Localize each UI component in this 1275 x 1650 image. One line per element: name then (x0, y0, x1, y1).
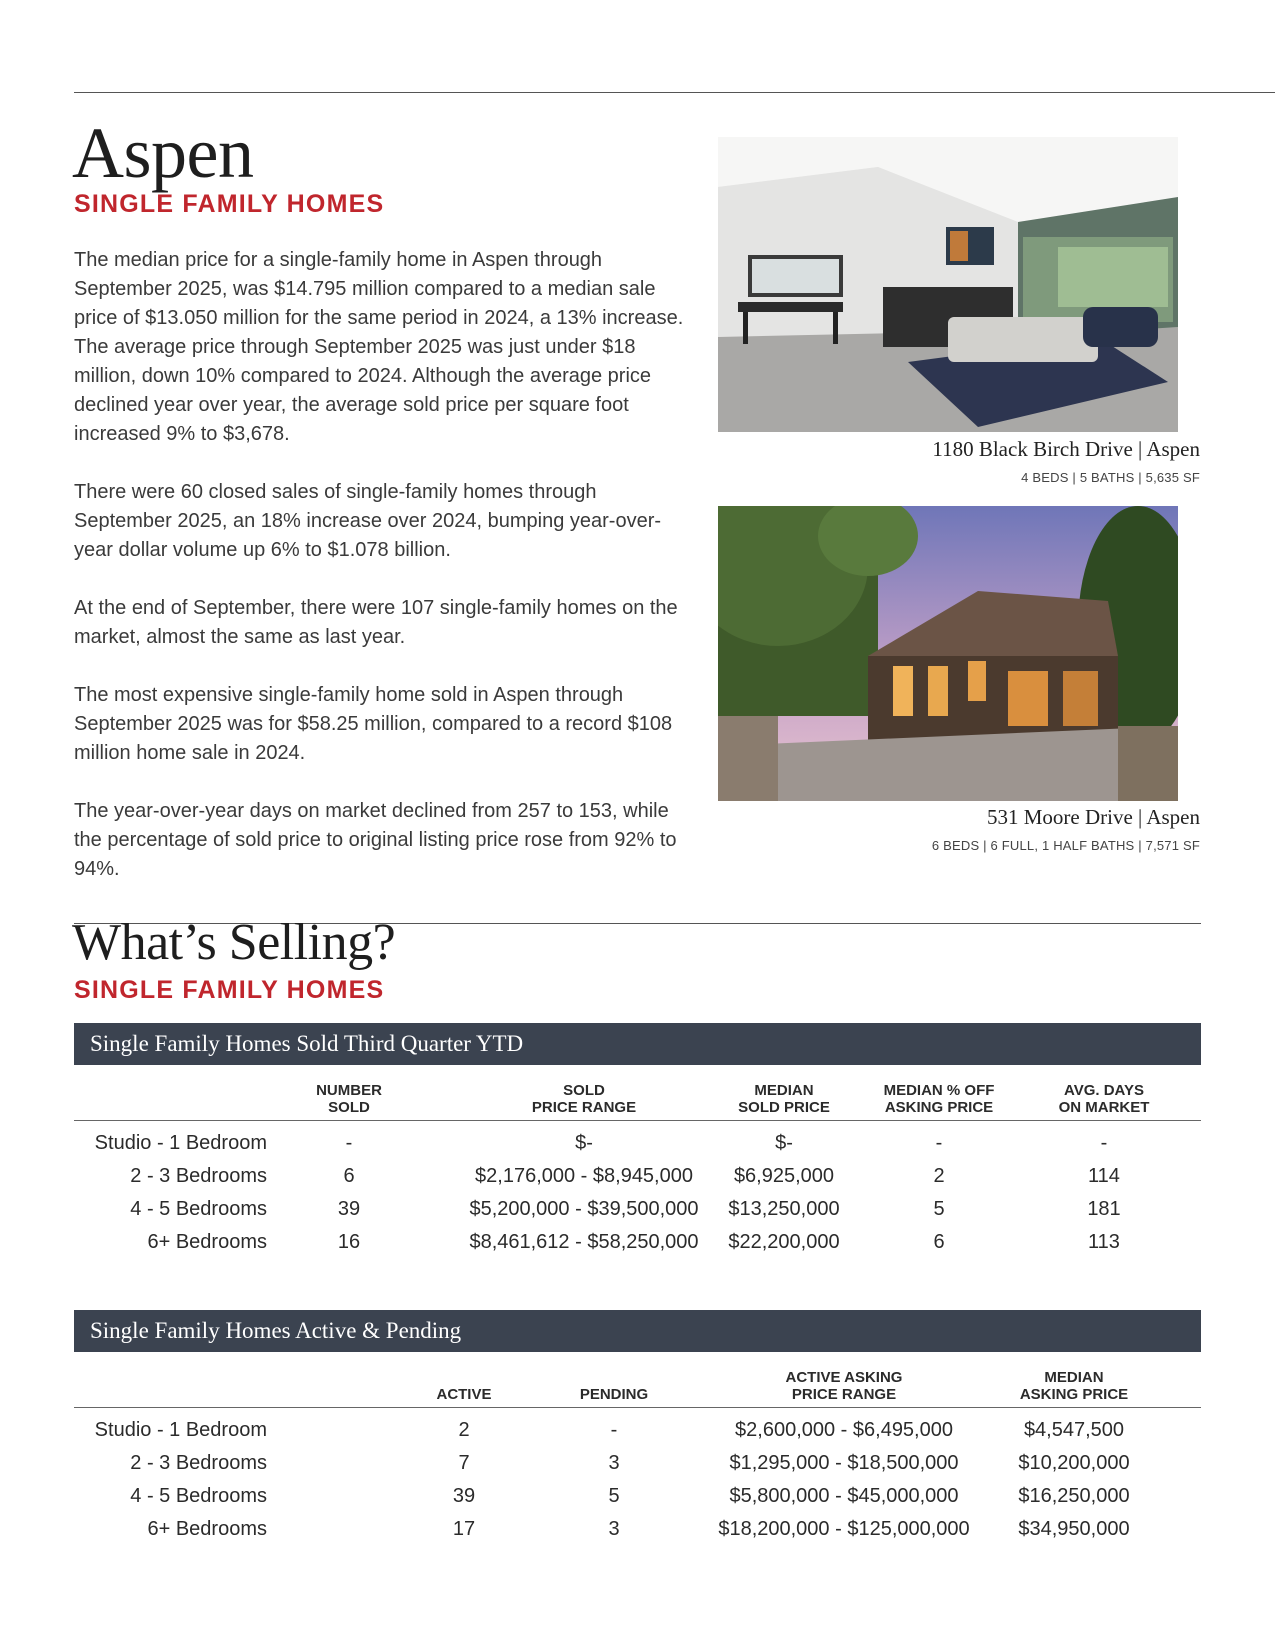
number-sold: 39 (337, 1198, 361, 1220)
table-row (74, 1414, 1201, 1447)
avg-days: 113 (1088, 1231, 1120, 1253)
asking-range: $5,800,000 - $45,000,000 (729, 1485, 959, 1507)
row-label: 2 - 3 Bedrooms (130, 1165, 267, 1187)
median-asking: $16,250,000 (1018, 1485, 1130, 1507)
col-avg-days: AVG. DAYS ON MARKET (1058, 1082, 1150, 1116)
paragraph: There were 60 closed sales of single-family homes through September 2025, an 18% increase over 2024, bumping year-over-year dollar volume up 6% to $1.078 billion. (74, 481, 662, 561)
table-row (74, 1480, 1201, 1513)
table-row (74, 1513, 1201, 1546)
listing-title: 1180 Black Birch Drive | Aspen (932, 437, 1200, 461)
paragraph: The most expensive single-family home sold in Aspen through September 2025 was for $58.25 million, compared to a record $108 million home sale in 2024. (74, 684, 673, 764)
row-label: Studio - 1 Bedroom (94, 1132, 267, 1154)
interior-photo (718, 137, 1178, 432)
asking-range: $18,200,000 - $125,000,000 (718, 1518, 970, 1540)
number-sold: 6 (343, 1165, 355, 1187)
table-row (74, 1447, 1201, 1480)
section-subtitle: SINGLE FAMILY HOMES (74, 976, 385, 1004)
active-count: 17 (452, 1518, 476, 1540)
pending-count: - (610, 1419, 618, 1441)
median-price: $22,200,000 (728, 1231, 840, 1253)
median-asking: $4,547,500 (1023, 1419, 1125, 1441)
table-row (74, 1160, 1201, 1193)
active-count: 2 (458, 1419, 470, 1441)
median-asking: $10,200,000 (1018, 1452, 1130, 1474)
active-count: 7 (458, 1452, 470, 1474)
avg-days: 114 (1088, 1165, 1120, 1187)
row-label: 4 - 5 Bedrooms (130, 1198, 267, 1220)
col-number-sold: NUMBER SOLD (316, 1082, 382, 1116)
pending-count: 5 (608, 1485, 620, 1507)
col-sold-price-range: SOLD PRICE RANGE (531, 1082, 637, 1116)
section-title: What’s Selling? (72, 914, 396, 971)
sold-table-title: Single Family Homes Sold Third Quarter YTD (74, 1023, 1201, 1065)
paragraph: The median price for a single-family home in Aspen through September 2025, was $14.795 million compared to a median sale price of $13.050 million for the same period in 2024, a 13% increase. The average price through September 2025 was just under $18 million, down 10% compared to 2024. Although the average price declined year over year, the average sold price per square foot increased 9% to $3,678. (74, 249, 684, 445)
median-asking: $34,950,000 (1018, 1518, 1130, 1540)
table-row (74, 1193, 1201, 1226)
active-count: 39 (452, 1485, 476, 1507)
paragraph: At the end of September, there were 107 single-family homes on the market, almost the same as last year. (74, 597, 678, 648)
pct-off: 6 (933, 1231, 945, 1253)
page-subtitle: SINGLE FAMILY HOMES (74, 190, 385, 218)
listing-specs: 6 BEDS | 6 FULL, 1 HALF BATHS | 7,571 SF (931, 838, 1200, 853)
pct-off: - (935, 1132, 943, 1154)
page-title: Aspen (72, 113, 254, 193)
price-range: $- (575, 1132, 593, 1154)
paragraph: The year-over-year days on market declined from 257 to 153, while the percentage of sold price to original listing price rose from 92% to 94%. (74, 800, 677, 880)
pct-off: 5 (933, 1198, 945, 1220)
asking-range: $2,600,000 - $6,495,000 (735, 1419, 953, 1441)
col-active-asking-range: ACTIVE ASKING PRICE RANGE (785, 1369, 903, 1403)
row-label: 6+ Bedrooms (147, 1231, 267, 1253)
market-summary (74, 246, 694, 913)
table-header (74, 1362, 1201, 1408)
row-label: 2 - 3 Bedrooms (130, 1452, 267, 1474)
median-price: $- (775, 1132, 793, 1154)
row-label: Studio - 1 Bedroom (94, 1419, 267, 1441)
col-median-pct-off: MEDIAN % OFF ASKING PRICE (883, 1082, 995, 1116)
sold-table (74, 1075, 1201, 1259)
asking-range: $1,295,000 - $18,500,000 (729, 1452, 959, 1474)
table-row (74, 1226, 1201, 1259)
listing-title: 531 Moore Drive | Aspen (986, 805, 1200, 829)
row-label: 6+ Bedrooms (147, 1518, 267, 1540)
number-sold: - (345, 1132, 353, 1154)
exterior-photo (718, 506, 1178, 801)
pct-off: 2 (933, 1165, 945, 1187)
price-range: $8,461,612 - $58,250,000 (469, 1231, 699, 1253)
col-median-sold-price: MEDIAN SOLD PRICE (738, 1082, 830, 1116)
top-divider (74, 92, 1275, 93)
median-price: $13,250,000 (728, 1198, 840, 1220)
col-pending: PENDING (579, 1386, 649, 1403)
median-price: $6,925,000 (733, 1165, 835, 1187)
row-label: 4 - 5 Bedrooms (130, 1485, 267, 1507)
price-range: $2,176,000 - $8,945,000 (475, 1165, 693, 1187)
price-range: $5,200,000 - $39,500,000 (469, 1198, 699, 1220)
col-active: ACTIVE (436, 1386, 492, 1403)
col-median-asking: MEDIAN ASKING PRICE (1019, 1369, 1129, 1403)
pending-count: 3 (608, 1518, 620, 1540)
avg-days: 181 (1087, 1198, 1121, 1220)
table-row (74, 1127, 1201, 1160)
avg-days: - (1100, 1132, 1108, 1154)
number-sold: 16 (337, 1231, 361, 1253)
listing-specs: 4 BEDS | 5 BATHS | 5,635 SF (1021, 470, 1200, 485)
pending-count: 3 (608, 1452, 620, 1474)
active-table-title: Single Family Homes Active & Pending (74, 1310, 1201, 1352)
table-header (74, 1075, 1201, 1121)
active-table (74, 1362, 1201, 1546)
